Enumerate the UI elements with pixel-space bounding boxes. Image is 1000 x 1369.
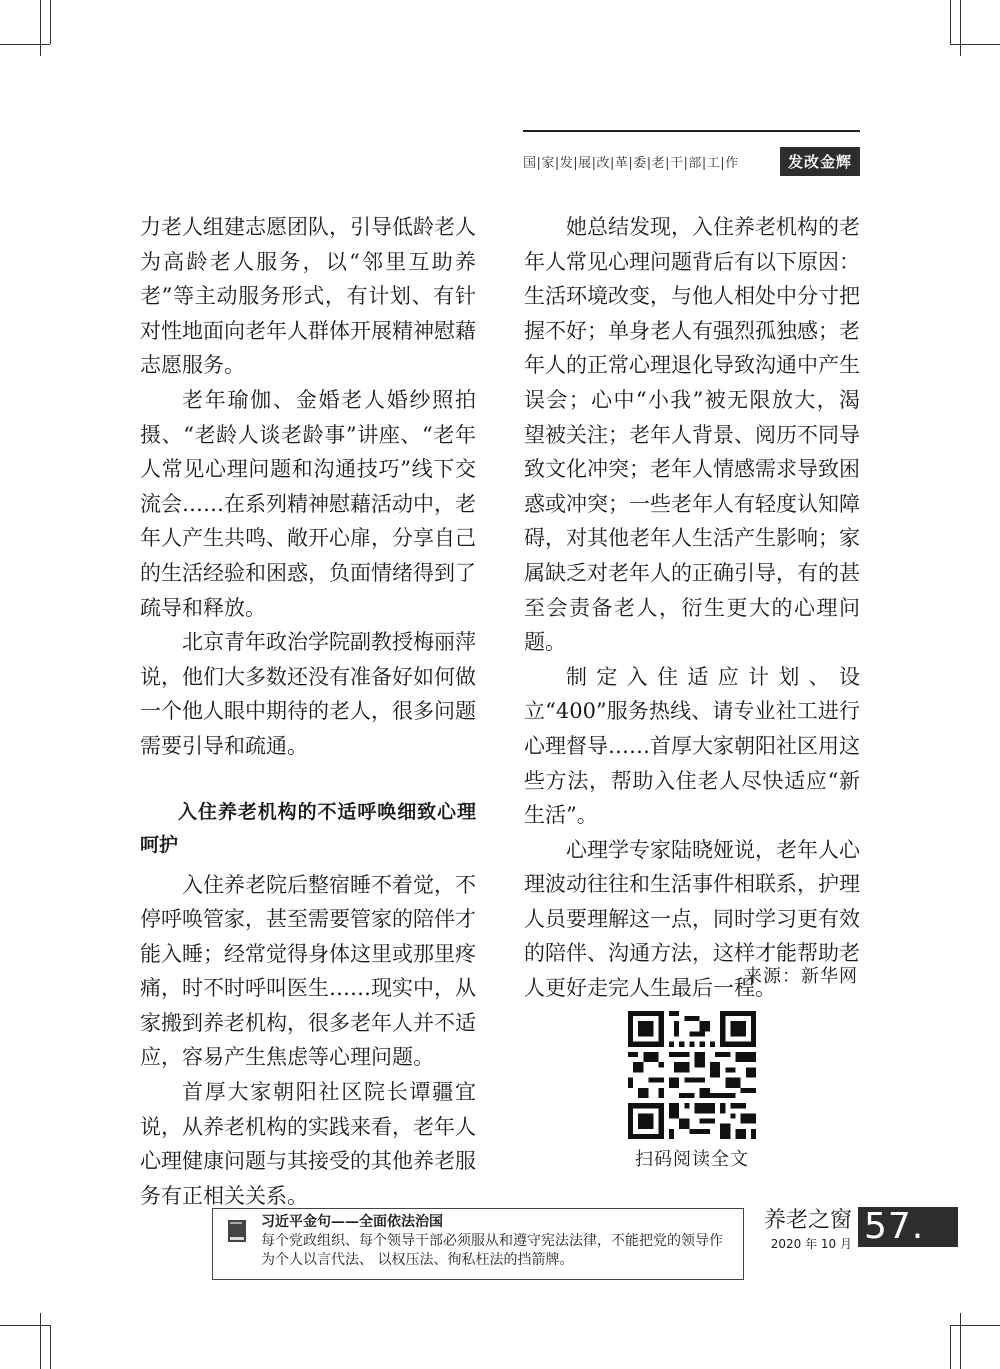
paragraph: 力老人组建志愿团队，引导低龄老人为高龄老人服务，以“邻里互助养老”等主动服务形式，有计划、有针对性地面向老年人群体开展精神慰藉志愿服务。 (140, 215, 476, 378)
crop-mark (950, 44, 1000, 45)
crop-mark (50, 1325, 51, 1369)
crop-mark (40, 0, 41, 56)
crop-mark (0, 1325, 50, 1326)
crop-mark (960, 1313, 961, 1369)
paragraph: 老年瑜伽、金婚老人婚纱照拍摄、“老龄人谈老龄事”讲座、“老年人常见心理问题和沟通技巧”线下交流会……在系列精神慰藉活动中，老年人产生共鸣、敞开心扉，分享自己的生活经验和困惑，负面情绪得到了疏导和释放。 (140, 387, 476, 620)
issue-date: 2020 年 10 月 (770, 1237, 852, 1251)
paragraph: 她总结发现，入住养老机构的老年人常见心理问题背后有以下原因：生活环境改变，与他人相处中分寸把握不好；单身老人有强烈孤独感；老年人的正常心理退化导致沟通中产生误会；心中“小我”被无限放大，渴望被关注；老年人背景、阅历不同导致文化冲突；老年人情感需求导致困惑或冲突；一些老年人有轻度认知障碍，对其他老年人生活产生影响；家属缺乏对老年人的正确引导，有的甚至会责备老人，衍生更大的心理问题。 (524, 215, 860, 655)
qr-caption: 扫码阅读全文 (635, 1149, 749, 1170)
paragraph: 制定入住适应计划、设立“400”服务热线、请专业社工进行心理督导……首厚大家朝阳社区用这些方法，帮助入住老人尽快适应“新生活”。 (524, 664, 860, 828)
footer-brand (756, 1206, 852, 1252)
qr-block (628, 1011, 756, 1171)
quote-body: 每个党政组织、每个领导干部必须服从和遵守宪法法律，不能把党的领导作为个人以言代法、 以权压法、徇私枉法的挡箭牌。 (261, 1233, 723, 1268)
crop-mark (40, 1313, 41, 1369)
magazine-name: 养老之窗 (763, 1208, 852, 1233)
book-icon (225, 1219, 249, 1243)
qr-code-icon[interactable] (628, 1011, 756, 1139)
section-subhead: 入住养老机构的不适呼唤细致心理呵护 (140, 800, 476, 856)
crop-mark (0, 44, 50, 45)
page-header (523, 130, 860, 176)
header-rule (523, 130, 860, 132)
left-column (140, 210, 476, 1213)
paragraph: 心理学专家陆晓娅说，老年人心理波动往往和生活事件相联系，护理人员要理解这一点，同时学习更有效的陪伴、沟通方法，这样才能帮助老人更好走完人生最后一程。 (524, 837, 860, 1001)
quote-box (212, 1208, 744, 1280)
right-column (524, 210, 860, 1006)
crop-mark (950, 0, 951, 44)
crop-mark (950, 1325, 951, 1369)
paragraph: 入住养老院后整宿睡不着觉，不停呼唤管家，甚至需要管家的陪伴才能入睡；经常觉得身体这里或那里疼痛，时不时呼叫医生……现实中，从家搬到养老机构，很多老年人并不适应，容易产生焦虑等心理问题。 (140, 872, 476, 1070)
crop-mark (950, 1325, 1000, 1326)
crop-mark (50, 0, 51, 44)
crop-mark (960, 0, 961, 56)
quote-title: 习近平金句——全面依法治国 (261, 1214, 443, 1230)
page-number: 57. (858, 1207, 958, 1247)
header-org: 国|家|发|展|改|革|委|老|干|部|工|作 (523, 155, 739, 171)
paragraph: 北京青年政治学院副教授梅丽萍说，他们大多数还没有准备好如何做一个他人眼中期待的老人，很多问题需要引导和疏通。 (140, 630, 476, 758)
paragraph: 首厚大家朝阳社区院长谭疆宜说，从养老机构的实践来看，老年人心理健康问题与其接受的其他养老服务有正相关关系。 (140, 1080, 476, 1208)
section-badge: 发改金辉 (780, 147, 860, 176)
source-credit: 来源：新华网 (744, 966, 858, 987)
